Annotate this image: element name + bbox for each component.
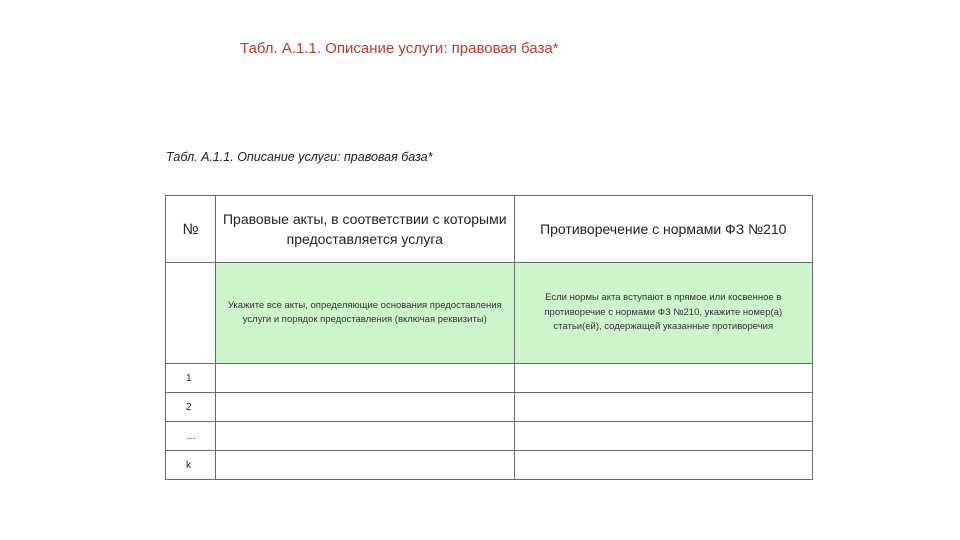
row-number: … (166, 422, 216, 451)
table-row (166, 364, 813, 393)
header-contradiction: Противоречение с нормами ФЗ №210 (514, 196, 812, 263)
row-number: 2 (166, 393, 216, 422)
instruction-legal-acts: Укажите все акты, определяющие основания предоставления услуги и порядок предоставления (включая реквизиты) (216, 263, 514, 364)
slide-title: Табл. А.1.1. Описание услуги: правовая база* (240, 40, 559, 57)
instruction-row (166, 263, 813, 364)
table-caption: Табл. А.1.1. Описание услуги: правовая база* (166, 150, 433, 164)
row-contradiction-cell[interactable] (514, 364, 812, 393)
table-header-row (166, 196, 813, 263)
row-contradiction-cell[interactable] (514, 451, 812, 480)
table-row (166, 451, 813, 480)
row-contradiction-cell[interactable] (514, 422, 812, 451)
row-legal-acts-cell[interactable] (216, 364, 514, 393)
row-number: 1 (166, 364, 216, 393)
row-legal-acts-cell[interactable] (216, 451, 514, 480)
row-legal-acts-cell[interactable] (216, 422, 514, 451)
row-number: k (166, 451, 216, 480)
instruction-number-cell (166, 263, 216, 364)
row-legal-acts-cell[interactable] (216, 393, 514, 422)
header-legal-acts: Правовые акты, в соответствии с которыми предоставляется услуга (216, 196, 514, 263)
row-contradiction-cell[interactable] (514, 393, 812, 422)
legal-basis-table (165, 195, 813, 480)
table-row (166, 422, 813, 451)
instruction-contradiction: Если нормы акта вступают в прямое или косвенное в противоречие с нормами ФЗ №210, укажите номер(а) статьи(ей), содержащей указанные противоречия (514, 263, 812, 364)
header-number: № (166, 196, 216, 263)
table-row (166, 393, 813, 422)
